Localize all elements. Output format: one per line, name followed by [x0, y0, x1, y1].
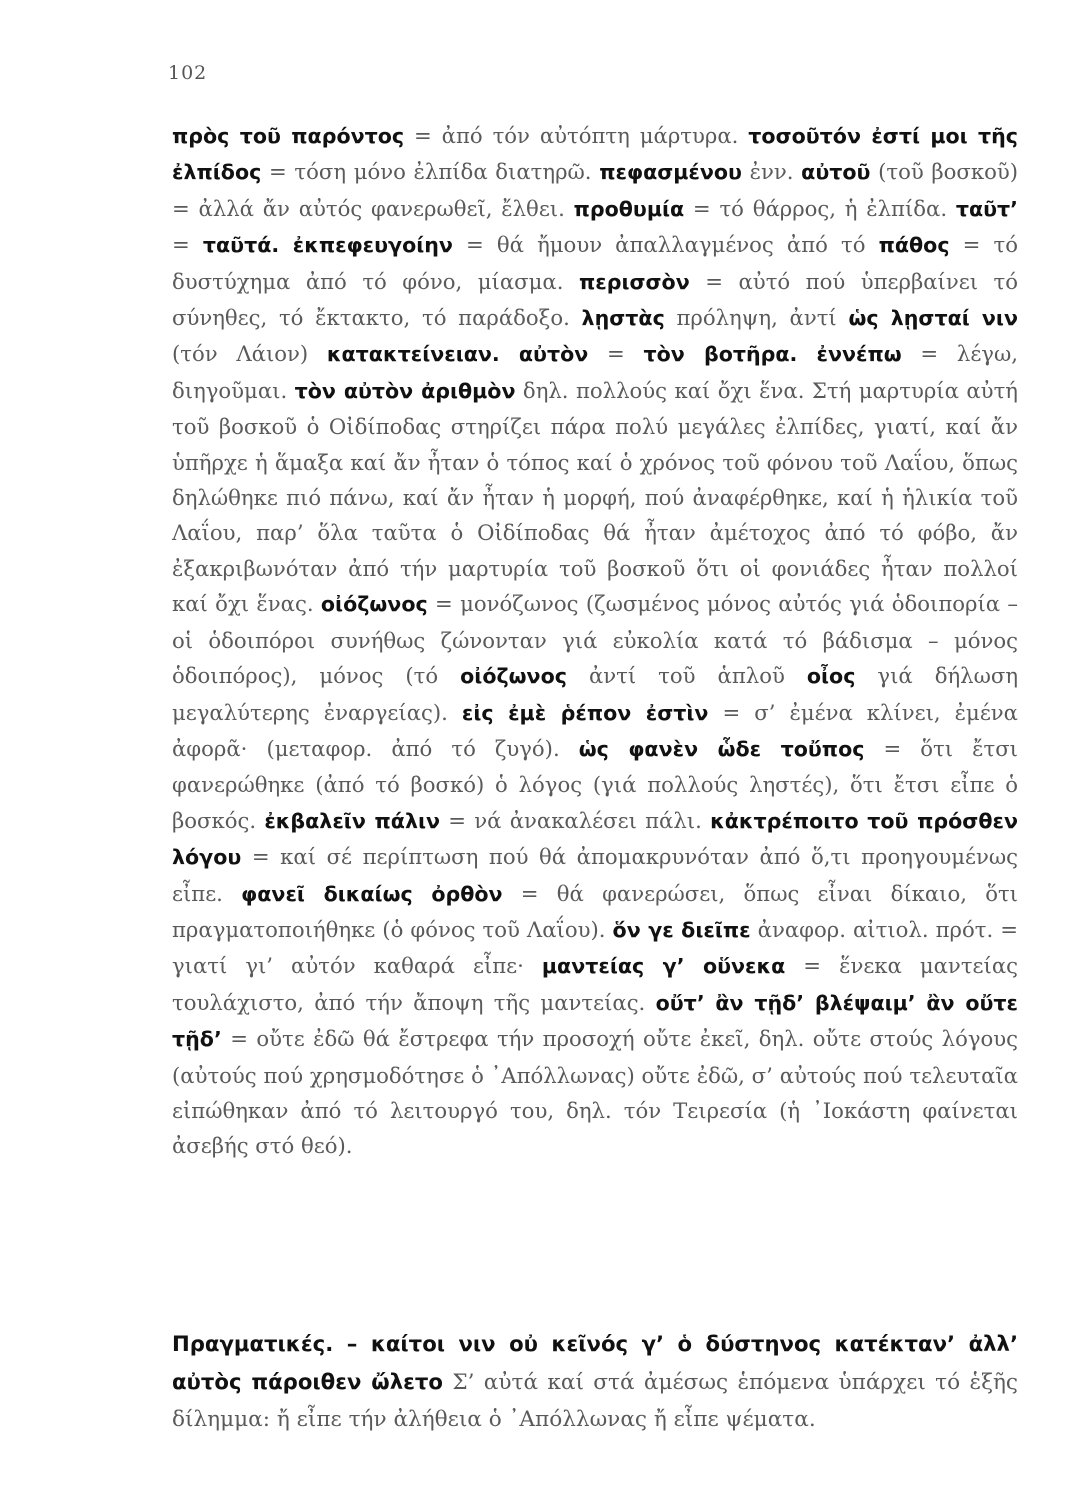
- lemma-text: φανεῖ δικαίως ὀρθὸν: [241, 881, 503, 906]
- gloss-text: Σ’ αὐτά καί στά ἀμέσως ἑπόμενα ὑπάρχει τό ἑξῆς δίλημμα: ἤ εἶπε τήν ἀλήθεια ὁ ᾽Απόλλωνας ἤ εἶπε ψέματα.: [172, 1370, 1018, 1432]
- gloss-text: πρόληψη, ἀντί: [664, 305, 849, 331]
- gloss-text: ἀναφορ. αἰτιολ. πρότ. = γιατί γι’ αὐτόν καθαρά εἶπε·: [172, 916, 1018, 979]
- lemma-text: αὐτοῦ: [801, 160, 871, 185]
- lemma-text: ἐκβαλεῖν πάλιν: [264, 808, 441, 833]
- gloss-text: = λέγω, διηγοῦμαι.: [172, 341, 1018, 403]
- gloss-text: (τοῦ βοσκοῦ) = ἀλλά ἄν αὐτός φανερωθεῖ, ἔλθει.: [172, 159, 1018, 221]
- gloss-text: = οὔτε ἐδῶ θά ἔστρεφα τήν προσοχή οὔτε ἐκεῖ, δηλ. οὔτε στούς λόγους (αὐτούς πού χρησμοδότησε ὁ ᾽Απόλλωνας) οὔτε ἐδῶ, σ’ αὐτούς πού τελευταῖα εἰπώθηκαν ἀπό τό λειτουργό του, δηλ. τόν Τειρεσία (ἡ ᾽Ιοκάστη φαίνεται ἀσεβής στό θεό).: [172, 1026, 1018, 1159]
- gloss-text: ἐνν.: [741, 159, 802, 185]
- lemma-text: οἰόζωνος: [320, 592, 428, 617]
- gloss-text: = καί σέ περίπτωση πού θά ἀπομακρυνόταν ἀπό ὅ,τι προηγουμένως εἶπε.: [172, 844, 1018, 906]
- lemma-text: οὔτ’ ἂν τῇδ’ βλέψαιμ’ ἂν οὔτε τῇδ’: [172, 990, 1018, 1052]
- lemma-text: Πραγματικές. – καίτοι νιν οὐ κεῖνός γ’ ὁ δύστηνος κατέκταν’ ἀλλ’ αὐτὸς πάροιθεν ὤλετο: [172, 1331, 1018, 1394]
- gloss-text: =: [172, 232, 203, 258]
- lemma-text: περισσὸν: [578, 269, 690, 294]
- page-number: 102: [168, 62, 208, 84]
- gloss-text: = νά ἀνακαλέσει πάλι.: [440, 807, 711, 833]
- gloss-text: =: [588, 341, 644, 367]
- lemma-text: ὅν γε διεῖπε: [612, 917, 751, 942]
- section-paragraph: [172, 1325, 1018, 1438]
- lemma-text: εἰς ἐμὲ ῥέπον ἐστὶν: [461, 700, 709, 725]
- lemma-text: κατακτείνειαν. αὐτὸν: [326, 342, 589, 367]
- lemma-text: μαντείας γ’ οὕνεκα: [541, 954, 786, 979]
- gloss-text: = θά φανερώσει, ὅπως εἶναι δίκαιο, ὅτι πραγματοποιήθηκε (ὁ φόνος τοῦ Λαΐου).: [172, 880, 1018, 942]
- gloss-text: = τό θάρρος, ἡ ἐλπίδα.: [684, 195, 956, 221]
- commentary-block: [172, 118, 1018, 1164]
- gloss-text: ἀντί τοῦ ἁπλοῦ: [566, 663, 807, 689]
- lemma-text: προθυμία: [573, 196, 685, 221]
- gloss-text: = ἕνεκα μαντείας τουλάχιστο, ἀπό τήν ἄποψη τῆς μαντείας.: [172, 953, 1018, 1015]
- lemma-text: ταῦτά. ἐκπεφευγοίην: [202, 233, 453, 258]
- lemma-text: οἰόζωνος: [460, 664, 567, 689]
- gloss-text: = σ’ ἐμένα κλίνει, ἐμένα ἀφορᾶ· (μεταφορ. ἀπό τό ζυγό).: [172, 699, 1018, 761]
- lemma-text: πρὸς τοῦ παρόντος: [172, 124, 405, 148]
- gloss-text: = τόση μόνο ἐλπίδα διατηρῶ.: [261, 159, 600, 185]
- lemma-text: ὡς φανὲν ὧδε τοὔπος: [578, 736, 865, 761]
- lemma-text: λῃστὰς: [581, 306, 665, 331]
- commentary-paragraph: [172, 118, 1018, 1164]
- lemma-text: ὡς λῃσταί νιν: [848, 306, 1018, 331]
- gloss-text: = τό δυστύχημα ἀπό τό φόνο, μίασμα.: [172, 232, 1018, 294]
- gloss-text: = θά ἤμουν ἀπαλλαγμένος ἀπό τό: [452, 232, 879, 258]
- lemma-text: κἀκτρέποιτο τοῦ πρόσθεν λόγου: [172, 808, 1018, 870]
- gloss-text: δηλ. πολλούς καί ὄχι ἕνα. Στή μαρτυρία αὐτή τοῦ βοσκοῦ ὁ Οἰδίποδας στηρίζει πάρα πολύ μεγάλες ἐλπίδες, γιατί, καί ἄν ὑπῆρχε ἡ ἅμαξα καί ἄν ἦταν ὁ τόπος καί ὁ χρόνος τοῦ φόνου τοῦ Λαΐου, ὅπως δηλώθηκε πιό πάνω, καί ἄν ἦταν ἡ μορφή, πού ἀναφέρθηκε, καί ἡ ἡλικία τοῦ Λαΐου, παρ’ ὅλα ταῦτα ὁ Οἰδίποδας θά ἦταν ἀμέτοχος ἀπό τό φόβο, ἄν ἐξακριβωνόταν ἀπό τήν μαρτυρία τοῦ βοσκοῦ ὅτι οἱ φονιάδες ἦταν πολλοί καί ὄχι ἕνας.: [172, 377, 1018, 617]
- lemma-text: ταῦτ’: [955, 196, 1019, 221]
- gloss-text: = αὐτό πού ὑπερβαίνει τό σύνηθες, τό ἔκτακτο, τό παράδοξο.: [172, 268, 1018, 331]
- lemma-text: πεφασμένου: [599, 160, 742, 185]
- gloss-text: γιά δήλωση μεγαλύτερης ἐναργείας).: [172, 663, 1019, 725]
- lemma-text: τὸν βοτῆρα. ἐννέπω: [643, 342, 902, 367]
- lemma-text: τὸν αὐτὸν ἀριθμὸν: [294, 378, 516, 403]
- gloss-text: = ἀπό τόν αὐτόπτη μάρτυρα.: [404, 123, 749, 148]
- gloss-text: = ὅτι ἔτσι φανερώθηκε (ἀπό τό βοσκό) ὁ λόγος (γιά πολλούς ληστές), ὅτι ἔτσι εἶπε ὁ βοσκός.: [172, 735, 1018, 833]
- lemma-text: οἶος: [806, 664, 856, 689]
- gloss-text: (τόν Λάιον): [172, 341, 327, 367]
- lemma-text: πάθος: [878, 233, 950, 258]
- lemma-text: τοσοῦτόν ἐστί μοι τῆς ἐλπίδος: [172, 124, 1019, 185]
- gloss-text: = μονόζωνος (ζωσμένος μόνος αὐτός γιά ὁδοιπορία – οἱ ὁδοιπόροι συνήθως ζώνονταν γιά εὐκολία κατά τό βάδισμα – μόνος ὁδοιπόρος), μόνος (τό: [172, 591, 1018, 689]
- section-block: [172, 1325, 1018, 1438]
